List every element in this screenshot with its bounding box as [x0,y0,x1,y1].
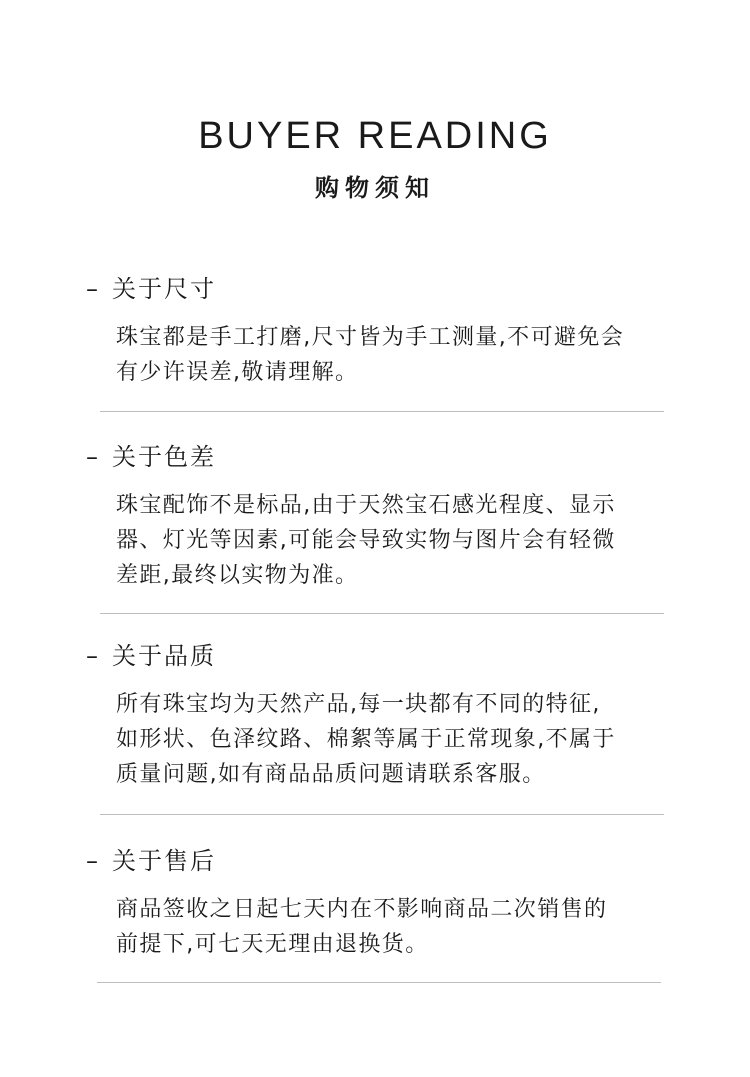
section-heading-color-difference [86,442,216,472]
section-body-quality [116,687,668,792]
section-divider [100,814,664,815]
page-title-chinese: 购物须知 [315,174,435,202]
body-line: 质量问题,如有商品品质问题请联系客服。 [116,762,546,787]
section-divider [100,613,664,614]
dash-marker: – [86,847,98,875]
body-line: 有少许误差,敬请理解。 [116,360,359,385]
body-line: 珠宝配饰不是标品,由于天然宝石感光程度、显示 [116,493,616,518]
body-line: 商品签收之日起七天内在不影响商品二次销售的 [116,897,608,922]
section-heading-text: 关于色差 [112,443,216,471]
dash-marker: – [86,443,98,471]
section-body-color-difference [116,488,668,593]
dash-marker: – [86,275,98,303]
dash-marker: – [86,642,98,670]
body-line: 差距,最终以实物为准。 [116,563,359,588]
section-body-size [116,320,668,390]
section-heading-after-sales [86,846,216,876]
section-divider [97,982,661,983]
section-heading-size [86,274,216,304]
section-heading-quality [86,641,216,671]
section-heading-text: 关于售后 [112,847,216,875]
body-line: 珠宝都是手工打磨,尺寸皆为手工测量,不可避免会 [116,325,625,350]
section-body-after-sales [116,892,668,962]
section-heading-text: 关于品质 [112,642,216,670]
page-title-english: BUYER READING [198,115,552,157]
section-divider [100,411,664,412]
section-heading-text: 关于尺寸 [112,275,216,303]
body-line: 器、灯光等因素,可能会导致实物与图片会有轻微 [116,528,616,553]
body-line: 所有珠宝均为天然产品,每一块都有不同的特征, [116,692,601,717]
body-line: 如形状、色泽纹路、棉絮等属于正常现象,不属于 [116,727,616,752]
body-line: 前提下,可七天无理由退换货。 [116,932,429,957]
